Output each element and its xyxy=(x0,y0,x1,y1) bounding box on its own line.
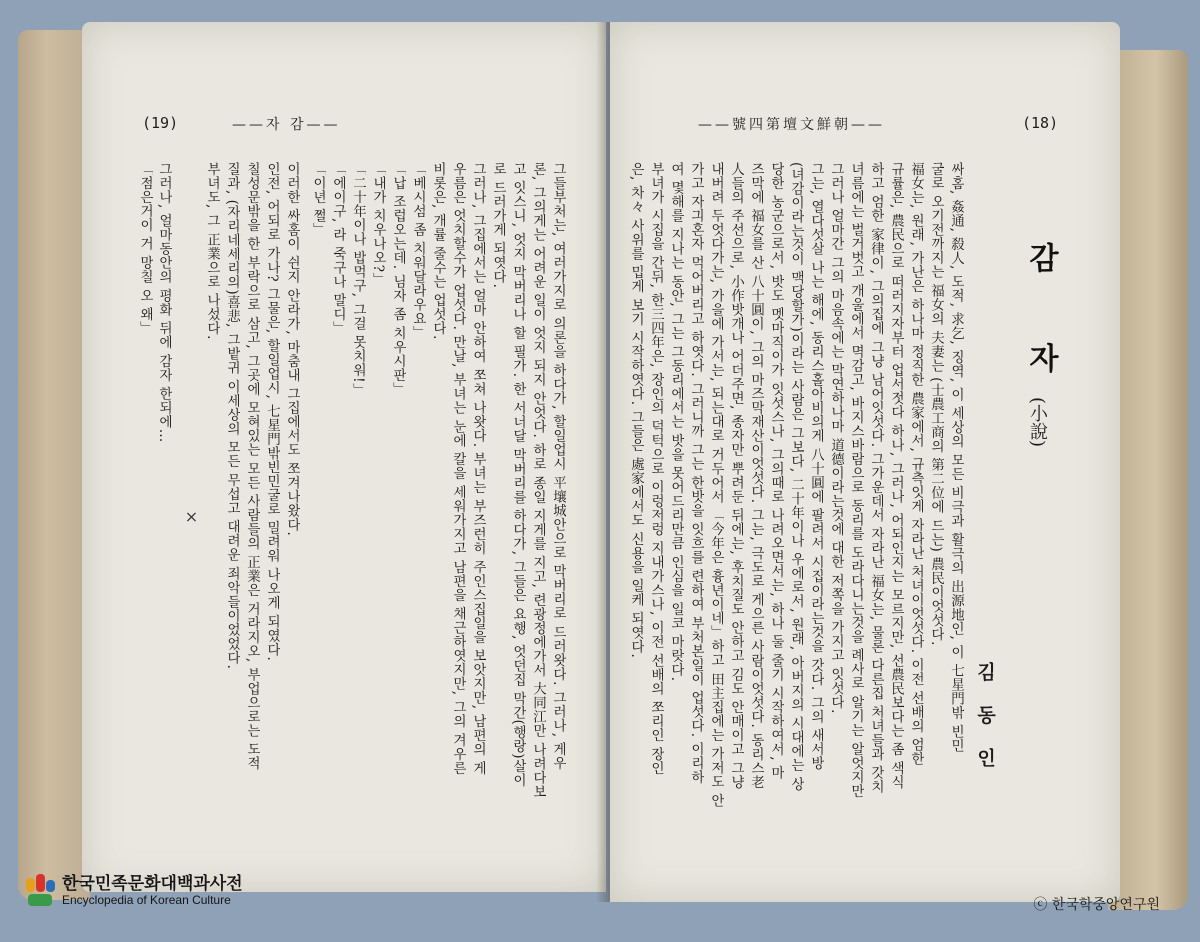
right-col-6: 그러나 얼마간 그의 마음속에는 막연하나마 道德이라는것에 대한 저쪽을 가지고 잇섯다. xyxy=(828,162,844,714)
left-page-number: (19) xyxy=(142,114,179,132)
right-col-12: 내버려 두엇다가는, 가을에 가서는, 되는대로 거두어서 「今年은 흉년이네」하고 田主집에는 가저도 안 xyxy=(708,162,724,808)
book-right-edge xyxy=(1108,50,1188,910)
left-col-12: 「베시섬 좀 치워달라우요」 xyxy=(410,162,426,340)
story-subtitle: (小說) xyxy=(1027,397,1048,448)
left-col-8: 「에이구, 라 죽구나 말디」 xyxy=(330,162,346,336)
left-col-9: 「二十年이나 밥먹구, 그걸 못치워!」 xyxy=(350,162,366,398)
left-col-2: 부녀도, 그 正業으로 나섰다. xyxy=(204,162,220,340)
left-col-5: 인전, 어되로 가나? 그물은, 할일업시, 七星門밖빈민굴로 밀려워 나오게 되였다. xyxy=(264,162,280,662)
story-author: 김동인 xyxy=(974,662,996,791)
left-col-11: 「납 조럽오는데. 님자 좀 치우시판」 xyxy=(390,162,406,396)
right-col-8: (녀감이라는것이 맥당할가)이라는 사람은 그보다, 二十年이나 우에로서, 원래, 아버지의 시대에는 상 xyxy=(788,162,804,792)
right-col-16: 은, 차々 사위를 밉게 보기 시작하엿다. 그들은 處家에서도 신용을 일케 되엿다. xyxy=(628,162,644,659)
right-page xyxy=(610,22,1120,902)
encyclopedia-name-en: Encyclopedia of Korean Culture xyxy=(62,893,231,907)
book-left-edge xyxy=(18,30,90,900)
story-title: 감 자 xyxy=(1023,242,1058,403)
right-col-3: 규률은, 農民으로 떠러지자부터 업서젓다 하나, 그러나, 어되인지는 모르지만, 선農民보다는 좀 색식 xyxy=(888,162,904,790)
left-col-10: 「내가 치우나오?」 xyxy=(370,162,386,287)
left-col-13: 비롯은, 개률 줄수는 업섯다. xyxy=(430,162,446,340)
left-col-7: 「이년 쩔」 xyxy=(310,162,326,237)
left-col-0: 그러나, 얼마동안의 평화 뒤에 감자 한되에… xyxy=(156,162,172,443)
right-col-13: 가고 자긔혼자 먹어버리고 하엿다. 그러니까 그는 한밧을 잇흐를 련하여 부처본일이 업섯다. 이리하 xyxy=(688,162,704,785)
left-col-1: 「점은거이 거 망칠 오 왜」 xyxy=(137,162,153,336)
left-running-head: ——자 감—— xyxy=(232,117,341,133)
right-col-7: 그는, 열다섯살 나는 해에, 동리스홀아비의게 八十圓에 팔려서 시집이라는것을 갓다. 그의 새서방 xyxy=(808,162,824,771)
section-separator: × xyxy=(182,507,201,526)
left-col-15: 그러나, 그집에서는 얼마 안하여 쪼쳐 나왓다. 부녀는 부즈런히 주인스집일을 보앗지만, 남편의 게 xyxy=(470,162,486,776)
right-col-1: 굴로 오기전까지는 福女의 夫妻는 (士農工商의 第二位에 드는) 農民이엇섯다. xyxy=(928,162,944,646)
right-col-15: 부녀가 시집을 간뒤, 한三四年은, 장인의 덕턱으로 이렁저렁 지내가스나, 이전 선배의 쪼리인 장인 xyxy=(648,162,664,776)
right-page-number: (18) xyxy=(1022,114,1059,132)
right-col-11: 人들의 주선으로, 小作밧개나 어더주면, 종자만 뿌려둔 뒤에는, 후치질도 안하고 김도 안매이고 그냥 xyxy=(728,162,744,790)
right-col-0: 싸홈, 姦通, 殺人, 도적, 求乞, 징역, 이 세상의 모든 비극과 활극의 出源地인, 이 七星門밖 빈민 xyxy=(948,162,964,753)
left-col-14: 우름은 엇치할수가 업섯다. 만날, 부녀는 눈에 칼을 세워가지고 남편을 채근하엿지만, 그의 겨우른 xyxy=(450,162,466,776)
copyright-credit: ⓒ 한국학중앙연구원 xyxy=(1033,897,1160,913)
left-col-6: 이러한 싸홈이 쉰지 안라가, 마춤내 그집에서도 쪼겨나왔다. xyxy=(284,162,300,537)
encyclopedia-logo xyxy=(26,874,243,908)
left-col-18: 론, 그의게는 어려운 일이 엇지 되지 안엇다. 하로 종일 지게를 지고, 련광정에가서 大同江만 나려다보 xyxy=(530,162,546,799)
right-running-head: ——號四第壇文鮮朝—— xyxy=(698,117,885,133)
right-col-4: 하고 엄한 家律이, 그의집에 그냥 남어잇섯다. 그가운데서 자라난 福女는, 물론 다른집 처녀들과 갓치 xyxy=(868,162,884,794)
left-page xyxy=(82,22,606,892)
right-col-9: 당한 농군으로서, 밧도 멧마직이가 잇섯스나, 그의때로 나려오면서는, 하나 둘 줄기 시작하여서, 마 xyxy=(768,162,784,780)
encyclopedia-logo-icon xyxy=(26,874,56,908)
left-col-4: 칠성문밖을 한 부락으로 삼고, 그곳에 모혀있는 모든 사람들의 正業은 거라지오, 부업으로는 도적 xyxy=(244,162,260,771)
encyclopedia-name-ko: 한국민족문화대백과사전 xyxy=(62,874,243,894)
right-col-14: 여 몇해를 지나는 동안, 그는 그동리에서는 밧을 못어드리만큼 인심을 일코 마랏다. xyxy=(668,162,684,682)
right-col-2: 福女는, 원래, 가난은 하나마 정직한 農家에서, 규측잇게 자라난 처녀이엇섯다. 이전 선배의 엄한 xyxy=(908,162,924,766)
left-col-3: 질과, (자리네세리의)喜悲, 그밭귀 이세상의 모든 무섭고 대려운 죄악들이었었다. xyxy=(224,162,240,670)
right-col-10: 즈막에 福女를 산 八十圓이, 그의 마즈막재산이엇섯다. 그는, 극도로 게으른 사람이엇섯다. 동리스老 xyxy=(748,162,764,790)
left-col-16: 로 드러가게 되엿다. xyxy=(490,162,506,289)
right-col-5: 녀름에는 벌거벗고 개울에서 멱감고, 바지스바람으로 동리를 도라다니는것을 례사로 알기는 알엇지만 xyxy=(848,162,864,798)
left-col-19: 그들부처는, 여러가지로 의론을 하다가, 할일업시 平壤城안으로 막버리로 드러왓다. 그러나, 게우 xyxy=(550,162,566,771)
left-col-17: 고 잇스니, 엇지 막버리나 할 필가. 한 서너달 막버리를 하다가, 그들은 요행, 엇던집 막간(행랑)살이 xyxy=(510,162,526,787)
